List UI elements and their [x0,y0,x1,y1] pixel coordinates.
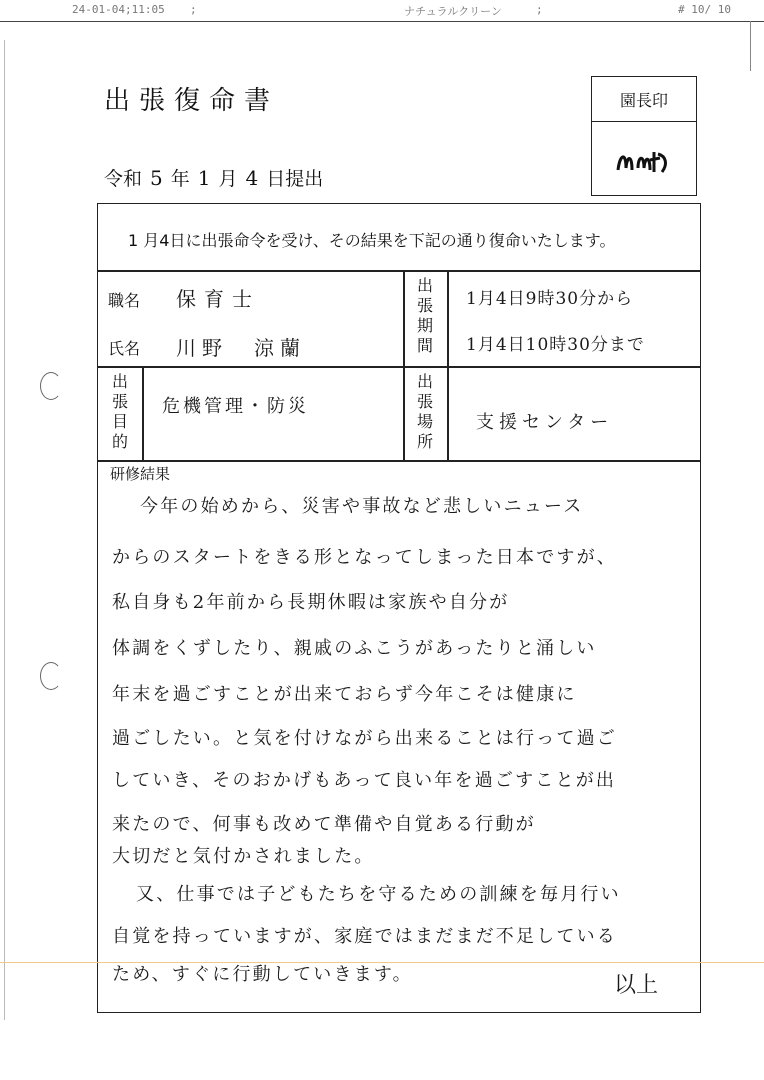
date-month: 1 [197,166,211,190]
principal-stamp-box [591,76,697,196]
date-year: 5 [150,166,163,190]
report-line: 私自身も2年前から長期休暇は家族や自分が [112,592,510,613]
trip-purpose-label: 出 張 目 的 [111,372,128,451]
results-label: 研修結果 [110,465,171,483]
intro-statement: 1 月4日に出張命令を受け、その結果を下記の通り復命いたします。 [128,231,616,250]
report-line: ため、すぐに行動していきます。 [112,964,413,985]
submission-date [104,164,323,191]
trip-place-label: 出 張 場 所 [416,372,433,451]
stamp-label: 園長印 [592,77,696,122]
fax-page-number: # 10/ 10 [678,3,731,16]
report-line: 自覚を持っていますが、家庭ではまだまだ不足している [112,926,617,947]
scan-edge-left [4,40,5,1020]
date-month-unit: 月 [218,168,238,190]
report-line: 過ごしたい。と気を付けながら出来ることは行って過ご [112,728,617,749]
trip-period-to: 1月4日10時30分まで [466,335,645,355]
form-rule [447,270,449,460]
name-label: 氏名 [108,339,141,358]
closing-signature: 以上 [614,973,659,998]
form-rule [142,366,144,460]
fax-header-rule [0,21,764,22]
punch-hole-mark [40,372,62,400]
report-line: 又、仕事では子どもたちを守るための訓練を毎月行い [136,884,621,905]
report-line: 体調をくずしたり、親戚のふこうがあったりと涌しい [112,638,597,659]
date-day-unit: 日提出 [266,168,324,190]
report-line: からのスタートをきる形となってしまった日本ですが、 [112,547,617,568]
document-title: 出張復命書 [104,86,280,116]
report-line: 今年の始めから、災害や事故など悲しいニュース [140,496,584,517]
fax-separator: ; [190,3,197,16]
punch-hole-mark [40,662,62,690]
form-rule [97,366,701,368]
job-title-label: 職名 [108,291,141,310]
scan-edge-right [750,21,751,71]
scan-fold-line [0,962,764,963]
fax-separator-2: ; [536,3,543,16]
date-year-unit: 年 [170,168,190,190]
trip-period-from: 1月4日9時30分から [466,289,634,309]
date-era: 令和 [104,168,143,190]
report-line: 大切だと気付かされました。 [112,846,375,867]
fax-header [0,0,764,20]
form-rule [97,270,701,272]
trip-place-value: 支援センター [476,412,614,433]
report-line: 年末を過ごすことが出来ておらず今年こそは健康に [112,684,577,705]
form-rule [403,270,405,460]
form-rule [97,460,701,462]
name-value: 川野 涼蘭 [176,336,306,360]
report-line: 来たので、何事も改めて準備や自覚ある行動が [112,814,536,835]
trip-purpose-value: 危機管理・防災 [162,396,309,417]
trip-period-label: 出 張 期 間 [416,276,433,355]
fax-timestamp: 24-01-04;11:05 [72,3,165,16]
stamp-area [592,122,696,196]
report-line: していき、そのおかげもあって良い年を過ごすことが出 [112,770,617,791]
job-title-value: 保育士 [176,287,260,311]
date-day: 4 [245,166,259,190]
fax-company: ナチュラルクリーン [404,5,502,18]
principal-seal-mark [614,144,674,180]
